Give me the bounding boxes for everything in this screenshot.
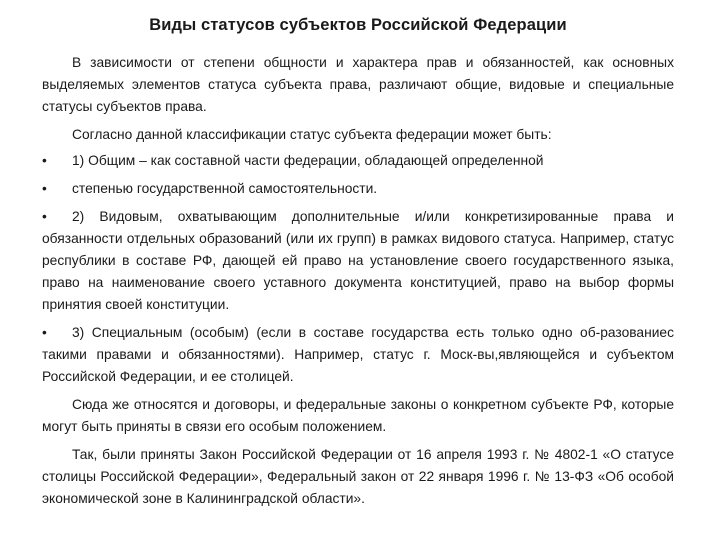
bullet-general <box>42 150 674 172</box>
bullet-specific <box>42 206 674 316</box>
bullet-marker: • <box>42 153 47 168</box>
slide-title: Виды статусов субъектов Российской Федерации <box>149 16 567 34</box>
intro-paragraph: В зависимости от степени общности и характера прав и обязанностей, как основных выделяемых элементов статуса субъекта права, различают общие, видовые и специальные статусы субъектов права. <box>42 55 674 114</box>
bullet-marker: • <box>42 181 47 196</box>
bullet-marker: • <box>42 325 47 340</box>
bullet-general-text: 1) Общим – как составной части федерации, обладающей определенной <box>72 153 544 168</box>
slide <box>42 14 674 516</box>
bullet-general-continued <box>42 178 674 200</box>
bullet-special <box>42 322 674 388</box>
bullet-marker: • <box>42 209 47 224</box>
treaties-paragraph: Сюда же относятся и договоры, и федеральные законы о конкретном субъекте РФ, которые могут быть приняты в связи его особым положением. <box>42 397 674 434</box>
classification-paragraph: Согласно данной классификации статус субъекта федерации может быть: <box>72 127 552 142</box>
laws-paragraph: Так, были приняты Закон Российской Федерации от 16 апреля 1993 г. № 4802-1 «О статусе столицы Российской Федерации», Федеральный закон от 22 января 1996 г. № 13-ФЗ «Об особой экономической зоне в Калининградской области». <box>42 447 674 506</box>
bullet-general-cont-text: степенью государственной самостоятельности. <box>72 181 378 196</box>
bullet-specific-text: 2) Видовым, охватывающим дополнительные и/или конкретизированные права и обязанности отдельных образований (или их групп) в рамках видового статуса. Например, статус республики в составе РФ, дающей ей право на установление своего государственного языка, право на наименование своего уставного документа конституцией, право на выбор формы принятия своей конституции. <box>42 209 674 312</box>
bullet-special-text: 3) Специальным (особым) (если в составе государства есть только одно об-разованиес такими правами и обязанностями). Например, статус г. Моск-вы,являющейся и субъектом Российской Федерации, и ее столицей. <box>42 325 674 384</box>
